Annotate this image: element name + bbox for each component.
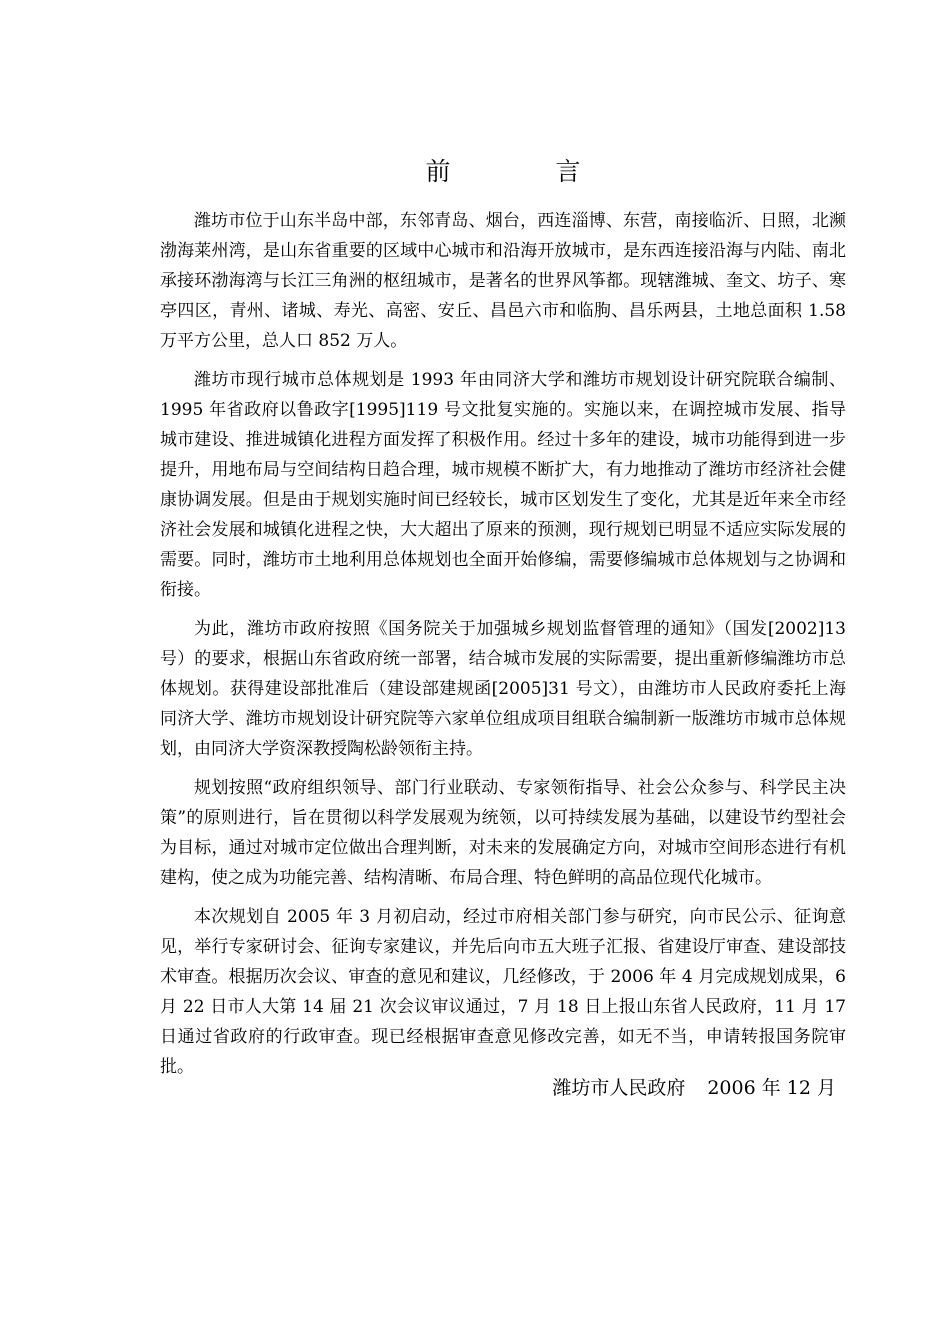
signature-date: 2006 年 12 月 <box>707 1077 836 1099</box>
paragraph-4: 规划按照“政府组织领导、部门行业联动、专家领衔指导、社会公众参与、科学民主决策”的原则进行，旨在贯彻以科学发展观为统领，以可持续发展为基础，以建设节约型社会为目标，通过对城市定位做出合理判断，对未来的发展确定方向，对城市空间形态进行有机建构，使之成为功能完善、结构清晰、布局合理、特色鲜明的高品位现代化城市。 <box>160 778 846 888</box>
preface-page <box>160 150 846 1099</box>
signature-organization: 潍坊市人民政府 <box>552 1077 686 1099</box>
paragraph-5: 本次规划自 2005 年 3 月初启动，经过市府相关部门参与研究，向市民公示、征询意见，举行专家研讨会、征询专家建议，并先后向市五大班子汇报、省建设厅审查、建设部技术审查。根据历次会议、审查的意见和建议，几经修改，于 2006 年 4 月完成规划成果，6 月 22 日市人大第 14 届 21 次会议审议通过，7 月 18 日上报山东省人民政府，11 月 17 日通过省政府的行政审查。现已经根据审查意见修改完善，如无不当，申请转报国务院审批。 <box>160 907 846 1077</box>
paragraph-2: 潍坊市现行城市总体规划是 1993 年由同济大学和潍坊市规划设计研究院联合编制、1995 年省政府以鲁政字[1995]119 号文批复实施的。实施以来，在调控城市发展、指导城市建设、推进城镇化进程方面发挥了积极作用。经过十多年的建设，城市功能得到进一步提升，用地布局与空间结构日趋合理，城市规模不断扩大，有力地推动了潍坊市经济社会健康协调发展。但是由于规划实施时间已经较长，城市区划发生了变化，尤其是近年来全市经济社会发展和城镇化进程之快，大大超出了原来的预测，现行规划已明显不适应实际发展的需要。同时，潍坊市土地利用总体规划也全面开始修编，需要修编城市总体规划与之协调和衔接。 <box>160 370 846 600</box>
paragraph-1: 潍坊市位于山东半岛中部，东邻青岛、烟台，西连淄博、东营，南接临沂、日照，北濒渤海莱州湾，是山东省重要的区域中心城市和沿海开放城市，是东西连接沿海与内陆、南北承接环渤海湾与长江三角洲的枢纽城市，是著名的世界风筝都。现辖潍城、奎文、坊子、寒亭四区，青州、诸城、寿光、高密、安丘、昌邑六市和临朐、昌乐两县，土地总面积 1.58 万平方公里，总人口 852 万人。 <box>160 211 846 351</box>
page-title: 前 言 <box>425 157 621 186</box>
signature-block <box>552 1072 836 1104</box>
paragraph-3: 为此，潍坊市政府按照《国务院关于加强城乡规划监督管理的通知》（国发[2002]13 号）的要求，根据山东省政府统一部署，结合城市发展的实际需要，提出重新修编潍坊市总体规划。获得建设部批准后（建设部建规函[2005]31 号文），由潍坊市人民政府委托上海同济大学、潍坊市规划设计研究院等六家单位组成项目组联合编制新一版潍坊市城市总体规划，由同济大学资深教授陶松龄领衔主持。 <box>160 619 846 759</box>
